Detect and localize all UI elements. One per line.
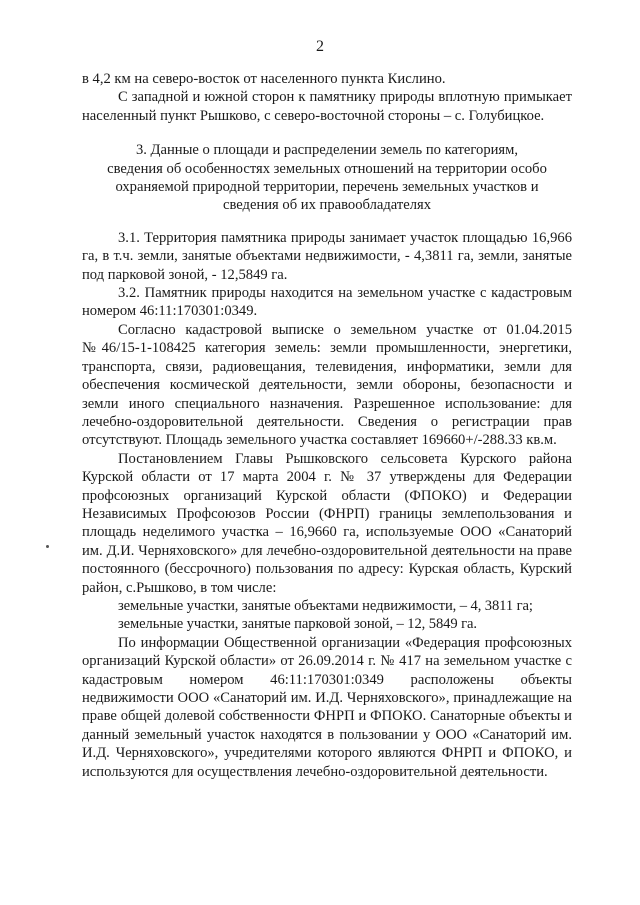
paragraph-cadastral-extract: Согласно кадастровой выписке о земельном участке от 01.04.2015 №46/15-1-108425 категория земель: земли промышленности, энергетики, транспорта, связи, радиовещания, телевидения, информатики, земли для обеспечения космической деятельности, земли обороны, безопасности и земли иного специального назначения. Разрешенное использование: для лечебно-оздоровительной деятельности. Сведения о регистрации прав отсутствуют. Площадь земельного участка составляет 169660+/-288.33 кв.м. xyxy=(82,321,572,449)
intro-paragraph-1: в 4,2 км на северо-восток от населенного пункта Кислино. xyxy=(82,71,446,87)
list-item-real-estate-land: земельные участки, занятые объектами недвижимости, – 4, 3811 га; xyxy=(118,597,533,614)
page-number: 2 xyxy=(316,38,324,55)
paragraph-federation-information: По информации Общественной организации «Федерация профсоюзных организаций Курской области» от 26.09.2014 г. № 417 на земельном участке с кадастровым номером 46:11:170301:0349 расположены объекты недвижимости ООО «Санаторий им. И.Д. Черняховского», принадлежащие на праве общей долевой собственности ФНРП и ФПОКО. Санаторные объекты и данный земельный участок находятся в пользовании у ООО «Санаторий им. И.Д. Черняховского», учредителями которого являются ФНРП и ФПОКО, и используются для осуществления лечебно-оздоровительной деятельности. xyxy=(82,634,572,780)
scan-speck xyxy=(46,545,49,548)
paragraph-resolution: Постановлением Главы Рышковского сельсовета Курского района Курской области от 17 марта 2004 г. № 37 утверждены для Федерации профсоюзных организаций Курской области (ФПОКО) и Федерации Независимых Профсоюзов России (ФНРП) границы землепользования и площадь неделимого участка – 16,9660 га, используемые ООО «Санаторий им. Д.И. Черняховского» для лечебно-оздоровительной деятельности на праве постоянного (бессрочного) пользования по адресу: Курская область, Курский район, с.Рышково, в том числе: xyxy=(82,450,572,596)
section-3-heading-line: охраняемой природной территории, перечень земельных участков и xyxy=(115,179,539,196)
paragraph-3-1-territory-area: 3.1. Территория памятника природы занимает участок площадью 16,966 га, в т.ч. земли, занятые объектами недвижимости, - 4,3811 га, земли, занятые под парковой зоной, - 12,5849 га. xyxy=(82,229,572,283)
paragraph-3-2-cadastral-number: 3.2. Памятник природы находится на земельном участке с кадастровым номером 46:11:170301:0349. xyxy=(82,285,572,320)
document-body xyxy=(82,70,572,781)
section-3-heading-line: сведения об их правообладателях xyxy=(222,197,432,214)
intro-paragraph-2: С западной и южной сторон к памятнику природы вплотную примыкает населенный пункт Рышково, с северо-восточной стороны – с. Голубицкое. xyxy=(82,89,572,124)
section-3-heading-line: сведения об особенностях земельных отношений на территории особо xyxy=(107,160,547,177)
section-3-heading xyxy=(82,141,572,215)
list-item-park-zone-land: земельные участки, занятые парковой зоной, – 12, 5849 га. xyxy=(118,616,477,633)
section-3-heading-line: 3. Данные о площади и распределении земель по категориям, xyxy=(135,142,519,159)
